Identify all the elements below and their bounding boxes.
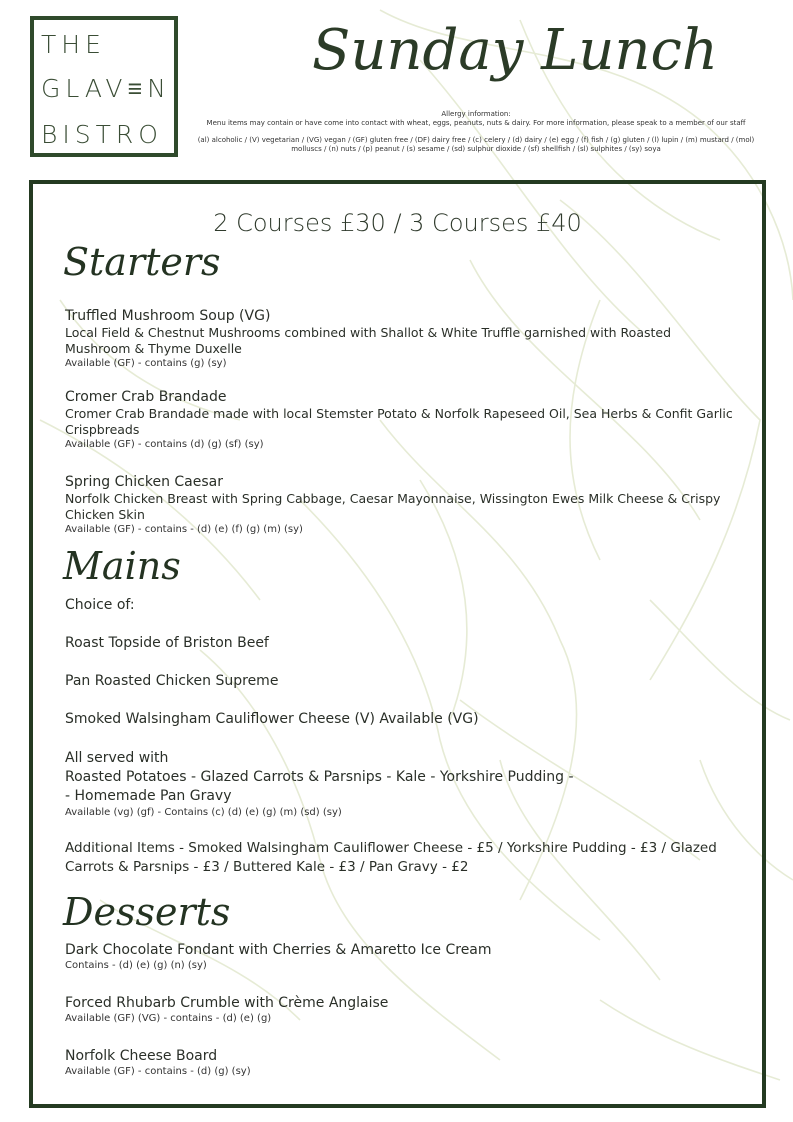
starter-description: Local Field & Chestnut Mushrooms combined with Shallot & White Truffle garnished with Roasted Mushroom & Thyme Duxelle (65, 325, 672, 356)
allergy-information (186, 110, 766, 153)
course-price: 2 Courses £30 / 3 Courses £40 (213, 209, 582, 237)
mains-allergens: Available (vg) (gf) - Contains (c) (d) (e) (g) (m) (sd) (sy) (65, 807, 342, 818)
allergy-keys: (al) alcoholic / (V) vegetarian / (VG) vegan / (GF) gluten free / (DF) dairy free / (c) celery / (d) dairy / (e) egg / (f) fish / (g) gluten / (l) lupin / (m) mustard / (mol) molluscs / (n) nuts / (p) peanut / (s) sesame / (sd) sulphur dioxide / (sf) shellfish / (sl) sulphites / (sy) soya (197, 136, 755, 153)
sides-line-1: Roasted Potatoes - Glazed Carrots & Parsnips - Kale - Yorkshire Pudding - (65, 769, 574, 785)
served-with-label: All served with (65, 750, 169, 766)
starter-name: Cromer Crab Brandade (65, 389, 227, 405)
mains-served-with (65, 749, 735, 819)
dessert-name: Forced Rhubarb Crumble with Crème Anglaise (65, 995, 389, 1011)
starter-description: Cromer Crab Brandade made with local Stemster Potato & Norfolk Rapeseed Oil, Sea Herbs & Confit Garlic Crispbreads (65, 406, 733, 437)
bistro-logo (30, 16, 178, 157)
starter-description: Norfolk Chicken Breast with Spring Cabbage, Caesar Mayonnaise, Wissington Ewes Milk Cheese & Crispy Chicken Skin (65, 491, 721, 522)
logo-line-glaven: GLAV≡N (41, 74, 171, 103)
additional-items: Additional Items - Smoked Walsingham Cauliflower Cheese - £5 / Yorkshire Pudding - £3 / Glazed Carrots & Parsnips - £3 / Buttered Kale - £3 / Pan Gravy - £2 (65, 840, 717, 875)
dessert-item (65, 1047, 735, 1078)
allergy-notice: Menu items may contain or have come into contact with wheat, eggs, peanuts, nuts & dairy. For more information, please speak to a member of our staff (206, 118, 746, 127)
logo-line-bistro: BISTRO (41, 120, 163, 149)
logo-line-the: THE (41, 30, 106, 59)
starter-name: Truffled Mushroom Soup (VG) (65, 308, 271, 324)
mains-option: Roast Topside of Briston Beef (65, 635, 269, 651)
mains-choice-label: Choice of: (65, 597, 135, 613)
mains-heading: Mains (63, 544, 181, 588)
starter-item (65, 388, 735, 451)
allergy-title: Allergy information: (441, 110, 511, 118)
starter-name: Spring Chicken Caesar (65, 474, 224, 490)
page-title: Sunday Lunch (312, 18, 718, 83)
starter-allergens: Available (GF) - contains (g) (sy) (65, 358, 227, 369)
mains-option: Pan Roasted Chicken Supreme (65, 673, 279, 689)
sides-line-2: - Homemade Pan Gravy (65, 788, 232, 804)
starters-heading: Starters (63, 240, 221, 284)
dessert-item (65, 994, 735, 1025)
starter-item (65, 473, 735, 536)
dessert-name: Norfolk Cheese Board (65, 1048, 218, 1064)
dessert-allergens: Contains - (d) (e) (g) (n) (sy) (65, 960, 207, 971)
dessert-allergens: Available (GF) (VG) - contains - (d) (e) (g) (65, 1013, 272, 1024)
starter-item (65, 307, 735, 370)
dessert-item (65, 941, 735, 972)
menu-box (29, 180, 766, 1108)
desserts-heading: Desserts (63, 890, 231, 934)
dessert-name: Dark Chocolate Fondant with Cherries & Amaretto Ice Cream (65, 942, 492, 958)
mains-option: Smoked Walsingham Cauliflower Cheese (V) Available (VG) (65, 711, 479, 727)
starter-allergens: Available (GF) - contains - (d) (e) (f) (g) (m) (sy) (65, 524, 303, 535)
dessert-allergens: Available (GF) - contains - (d) (g) (sy) (65, 1066, 251, 1077)
starter-allergens: Available (GF) - contains (d) (g) (sf) (sy) (65, 439, 264, 450)
